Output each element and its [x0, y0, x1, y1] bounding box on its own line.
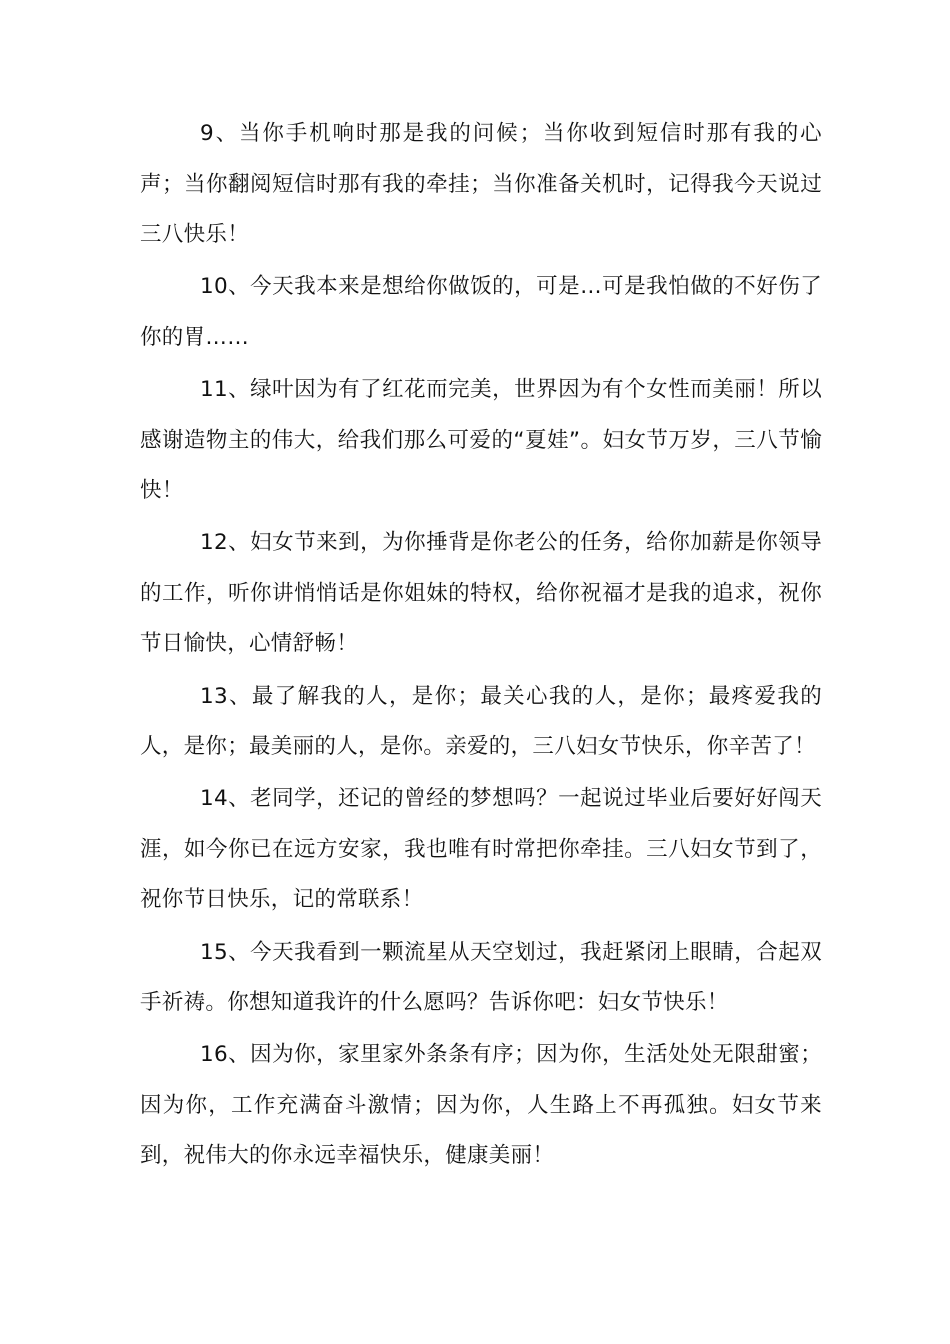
paragraph-10: 10、今天我本来是想给你做饭的，可是…可是我怕做的不好伤了你的胃……: [140, 274, 822, 350]
paragraph-15: 15、今天我看到一颗流星从天空划过，我赶紧闭上眼睛，合起双手祈祷。你想知道我许的什么愿吗？告诉你吧：妇女节快乐！: [140, 939, 822, 1016]
document-body: [140, 109, 822, 1183]
paragraph-13: 13、最了解我的人，是你；最关心我的人，是你；最疼爱我的人，是你；最美丽的人，是你。亲爱的，三八妇女节快乐，你辛苦了！: [140, 683, 822, 760]
paragraph-9: 9、当你手机响时那是我的问候；当你收到短信时那有我的心声；当你翻阅短信时那有我的牵挂；当你准备关机时，记得我今天说过三八快乐！: [140, 121, 822, 248]
paragraph-16: 16、因为你，家里家外条条有序；因为你，生活处处无限甜蜜；因为你，工作充满奋斗激情；因为你，人生路上不再孤独。妇女节来到，祝伟大的你永远幸福快乐，健康美丽！: [140, 1042, 822, 1169]
paragraph-14: 14、老同学，还记的曾经的梦想吗？一起说过毕业后要好好闯天涯，如今你已在远方安家，我也唯有时常把你牵挂。三八妇女节到了，祝你节日快乐，记的常联系！: [140, 786, 822, 913]
paragraph-11: 11、绿叶因为有了红花而完美，世界因为有个女性而美丽！所以感谢造物主的伟大，给我们那么可爱的“夏娃”。妇女节万岁，三八节愉快！: [140, 376, 822, 504]
paragraph-12: 12、妇女节来到，为你捶背是你老公的任务，给你加薪是你领导的工作，听你讲悄悄话是你姐妹的特权，给你祝福才是我的追求，祝你节日愉快，心情舒畅！: [140, 530, 822, 657]
